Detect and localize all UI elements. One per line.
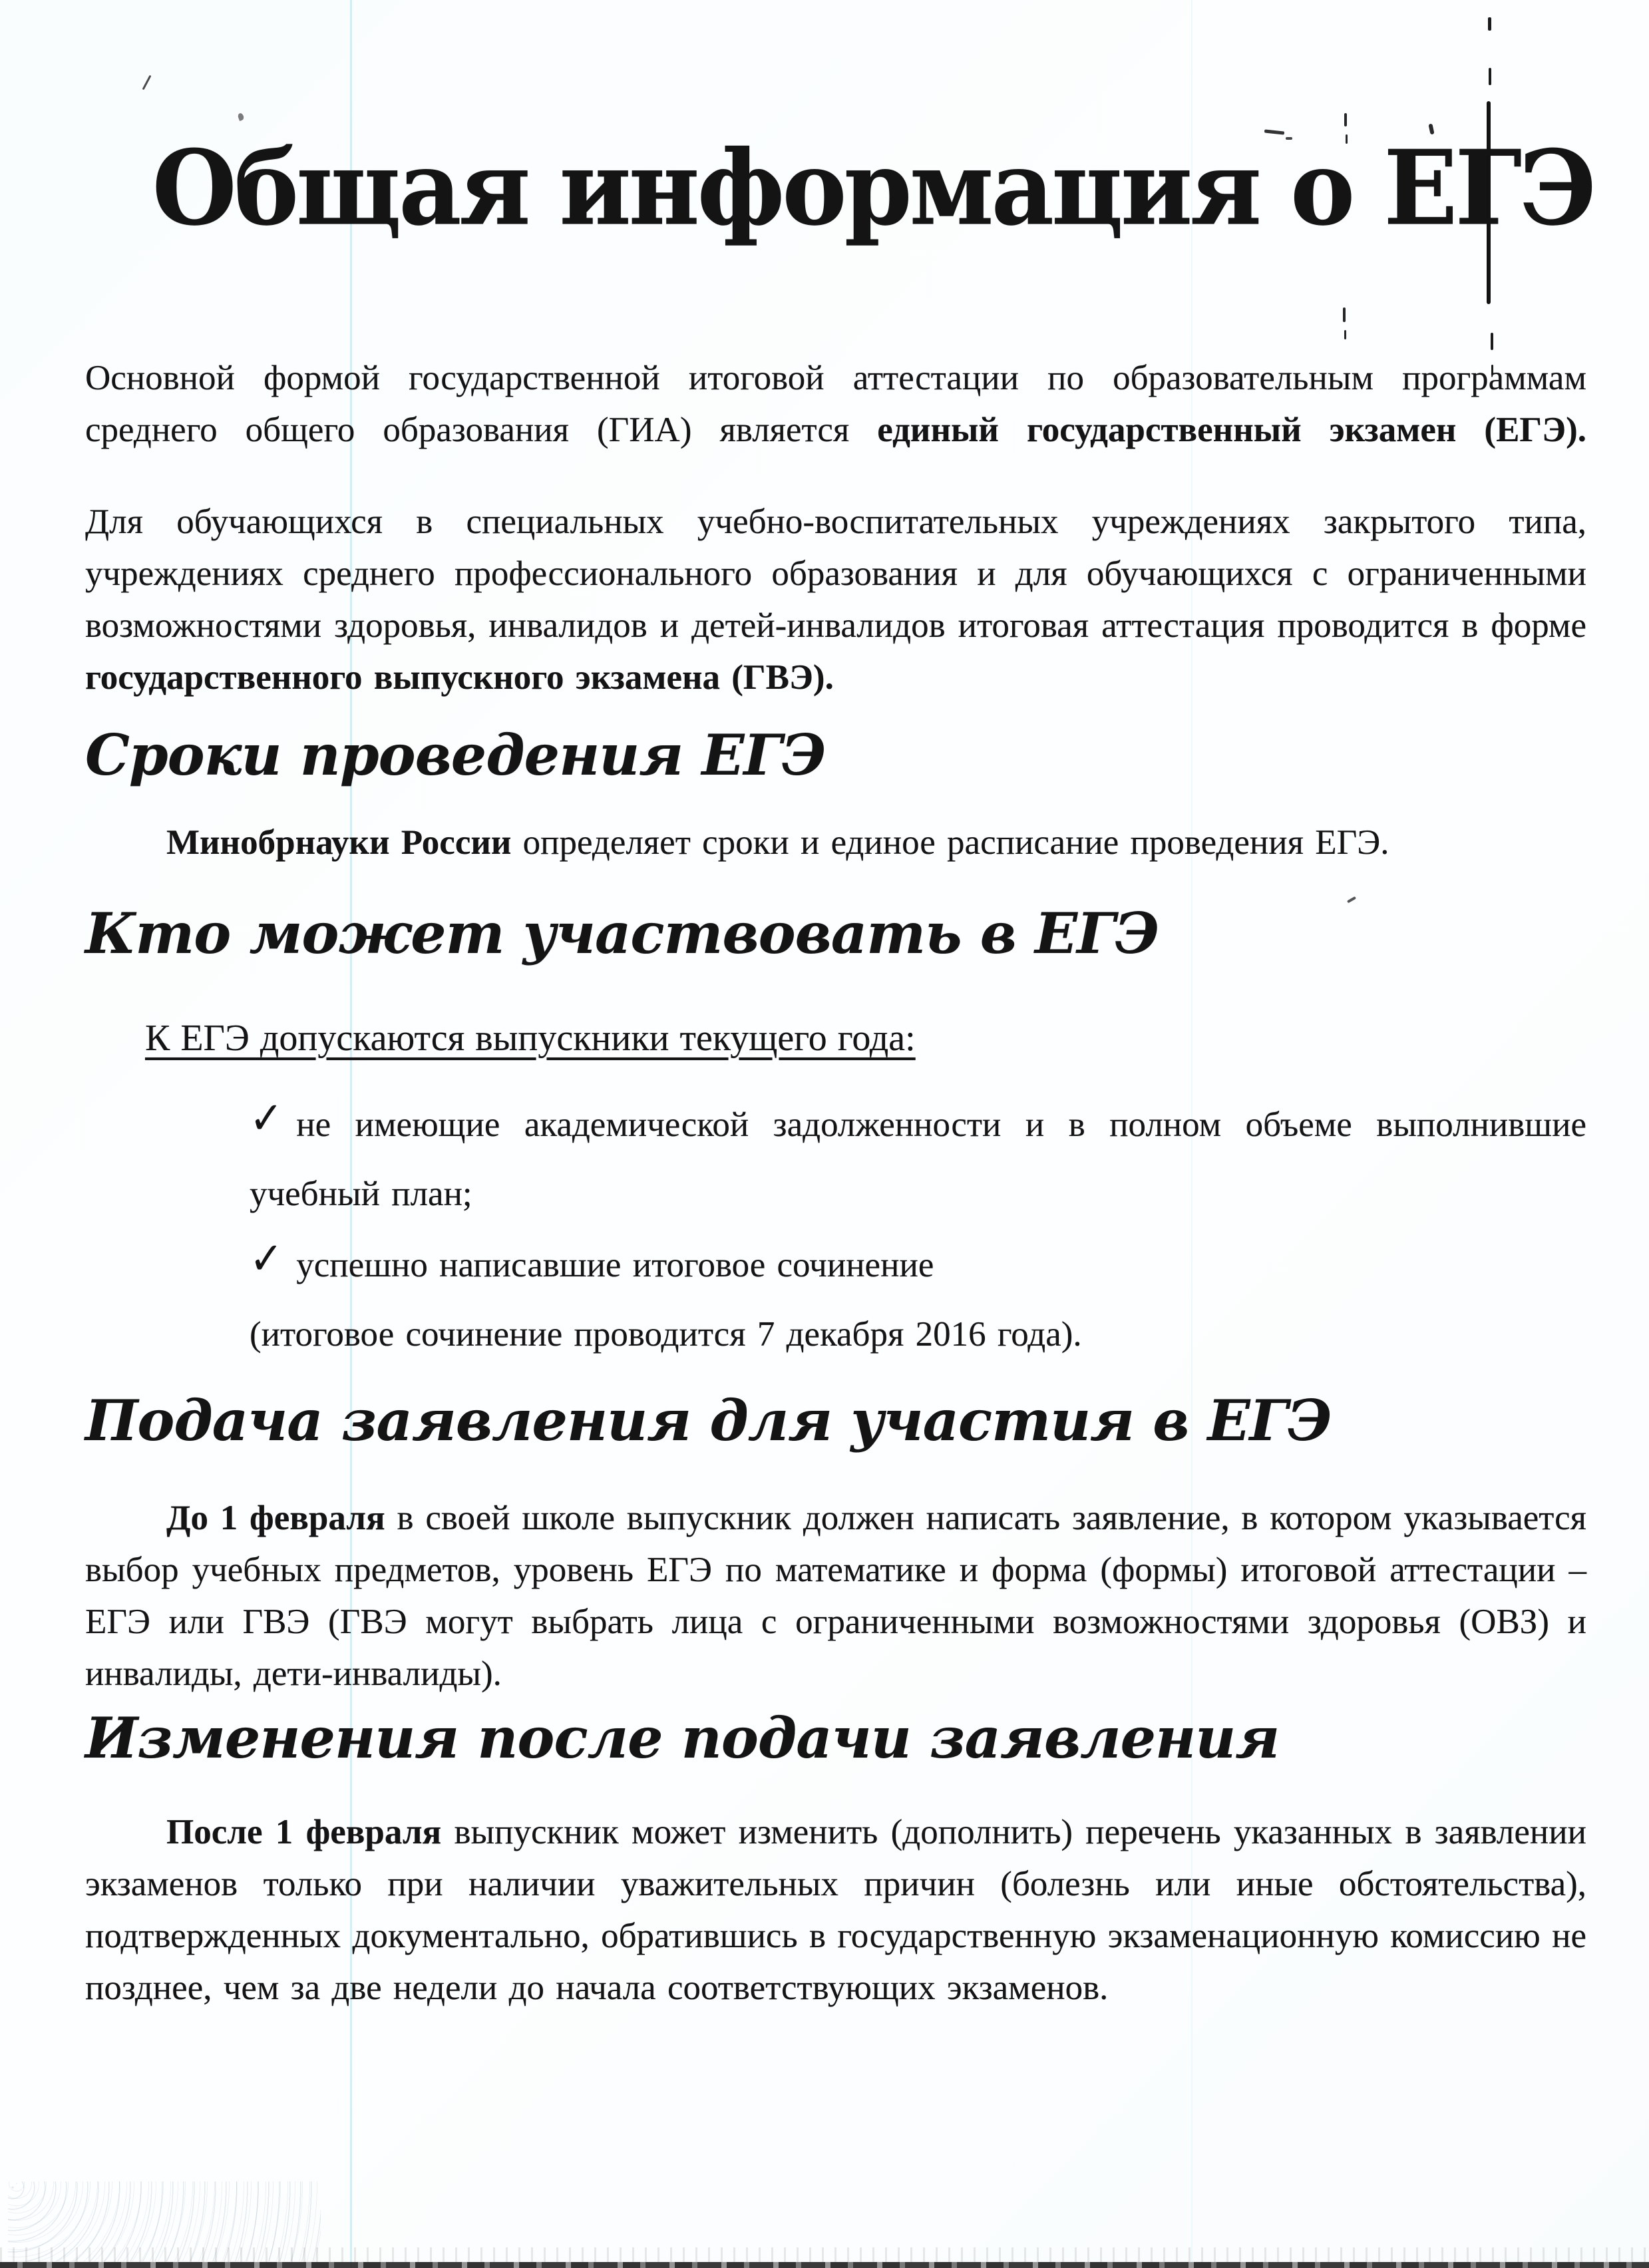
paragraph-text: выпускник может изменить (дополнить) перечень указанных в заявлении экзаменов только при наличии уважительных причин (болезнь или иные обстоятельства), подтвержденных документально, обратившись в государственную экзаменационную комиссию не позднее, чем за две недели до начала соответствующих экзаменов. (85, 1812, 1586, 2007)
list-item-note (250, 1300, 1586, 1369)
eligibility-lead-line (145, 1015, 1586, 1061)
timing-paragraph (85, 817, 1586, 868)
application-paragraph (85, 1492, 1586, 1700)
list-item-text: не имеющие академической задолженности и в полном объеме выполнившие учебный план; (250, 1105, 1586, 1213)
scan-artifact-mark (237, 112, 244, 121)
section-heading-application: Подача заявления для участия в ЕГЭ (85, 1387, 1332, 1453)
paragraph-bold-text: После 1 февраля (166, 1812, 442, 1851)
document-content (0, 128, 1649, 2014)
intro-paragraph-1 (85, 352, 1586, 456)
paragraph-text: Основной формой государственной итоговой аттестации по образовательным программам среднего общего образования (ГИА) является (85, 358, 1586, 449)
section-heading-eligibility: Кто может участвовать в ЕГЭ (85, 900, 1159, 966)
section-heading-timing: Сроки проведения ЕГЭ (85, 721, 826, 788)
document-title-text: Общая информация о ЕГЭ (152, 128, 1594, 249)
eligibility-list (250, 1088, 1586, 1369)
list-item-text: (итоговое сочинение проводится 7 декабря 2016 года). (250, 1314, 1082, 1354)
scan-artifact-dash (1488, 17, 1491, 31)
paragraph-text: Для обучающихся в специальных учебно-воспитательных учреждениях закрытого типа, учреждениях среднего профессионального образования и для обучающихся с ограниченными возможностями здоровья, инвалидов и детей-инвалидов итоговая аттестация проводится в форме (85, 502, 1586, 645)
checkmark-icon: ✓ (250, 1234, 283, 1284)
list-item (250, 1088, 1586, 1228)
changes-paragraph (85, 1806, 1586, 2014)
paragraph-text: определяет сроки и единое расписание проведения ЕГЭ. (511, 823, 1389, 862)
intro-paragraph-2 (85, 496, 1586, 703)
document-title (85, 128, 1594, 254)
list-item-text: успешно написавшие итоговое сочинение (296, 1245, 934, 1284)
section-heading-changes: Изменения после подачи заявления (85, 1704, 1280, 1771)
scan-edge-strip (0, 2262, 1649, 2268)
scan-noise-band (0, 2247, 1649, 2262)
scan-artifact-mark (142, 75, 152, 91)
paragraph-bold-text: государственного выпускного экзамена (ГВЭ). (85, 658, 834, 697)
paragraph-bold-text: До 1 февраля (166, 1498, 385, 1537)
underlined-text: К ЕГЭ допускаются выпускники текущего года: (145, 1017, 916, 1059)
paragraph-bold-text: единый государственный экзамен (ЕГЭ). (877, 410, 1586, 449)
list-item (250, 1228, 1586, 1300)
paragraph-text: в своей школе выпускник должен написать заявление, в котором указывается выбор учебных предметов, уровень ЕГЭ по математике и форма (формы) итоговой аттестации – ЕГЭ или ГВЭ (ГВЭ могут выбрать лица с ограниченными возможностями здоровья (ОВЗ) и инвалиды, дети-инвалиды). (85, 1498, 1586, 1693)
checkmark-icon: ✓ (250, 1093, 283, 1143)
scan-artifact-dash (1489, 68, 1491, 85)
paragraph-bold-text: Минобрнауки России (166, 823, 512, 862)
